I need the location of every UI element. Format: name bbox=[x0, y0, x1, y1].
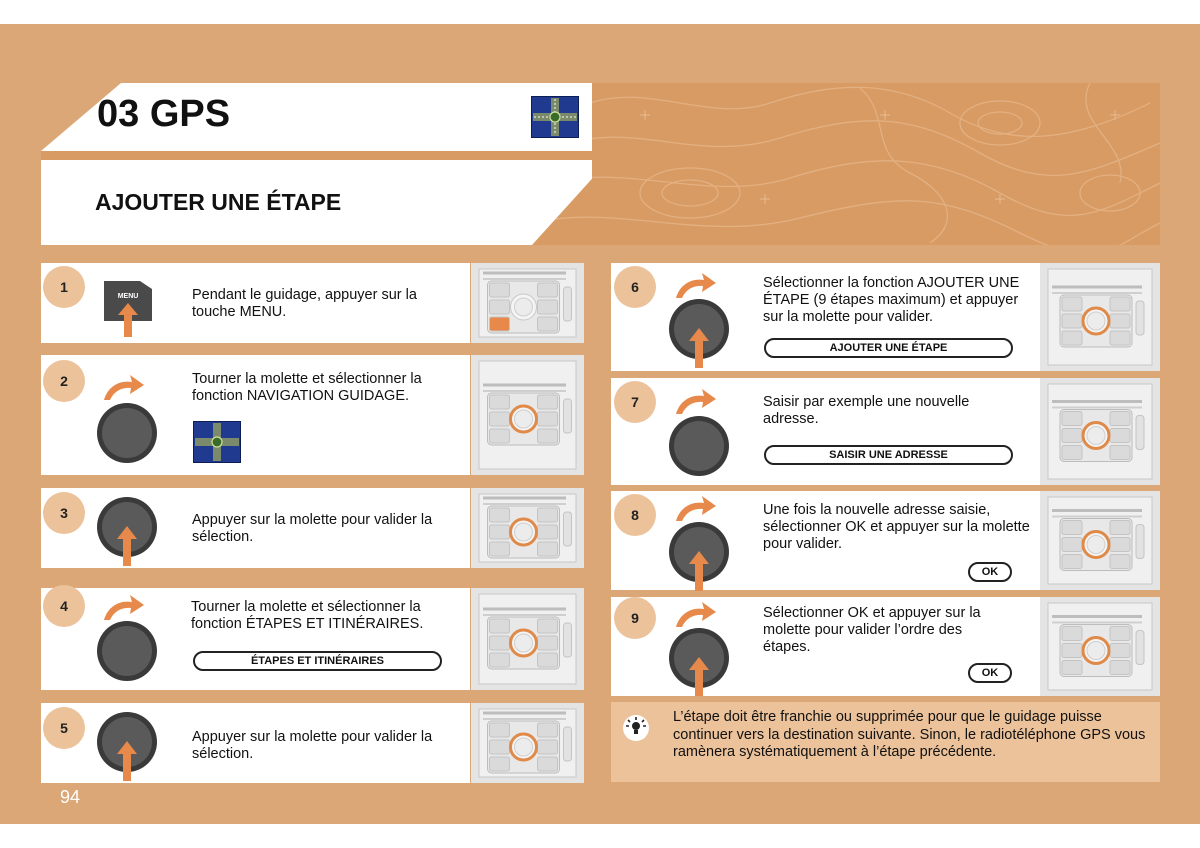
dial-knob-icon bbox=[668, 415, 730, 477]
radio-panel-icon bbox=[471, 588, 584, 690]
page-title: 03 GPS bbox=[97, 93, 231, 135]
press-knob-icon bbox=[668, 627, 730, 696]
rotate-arrow-icon bbox=[672, 599, 718, 629]
radio-panel-icon bbox=[1040, 597, 1160, 696]
radio-panel-icon bbox=[1040, 491, 1160, 590]
step-text: Pendant le guidage, appuyer sur la touche MENU. bbox=[192, 287, 417, 320]
press-knob-icon bbox=[96, 711, 158, 781]
step-text: Tourner la molette et sélectionner la fonction ÉTAPES ET ITINÉRAIRES. bbox=[191, 599, 424, 632]
step-number: 8 bbox=[614, 494, 656, 536]
step-text: Sélectionner OK et appuyer sur la molette pour valider l’ordre des étapes. bbox=[763, 605, 981, 655]
step-number: 6 bbox=[614, 266, 656, 308]
step-number: 7 bbox=[614, 381, 656, 423]
gps-navigation-icon bbox=[531, 96, 579, 138]
radio-panel-icon bbox=[471, 355, 584, 475]
step-number: 9 bbox=[614, 597, 656, 639]
press-knob-icon bbox=[668, 298, 730, 368]
header-stripe bbox=[41, 151, 592, 160]
rotate-arrow-icon bbox=[100, 372, 146, 402]
radio-panel-icon bbox=[471, 263, 584, 343]
menu-option-pill: SAISIR UNE ADRESSE bbox=[764, 445, 1013, 465]
dial-knob-icon bbox=[96, 402, 158, 464]
menu-key-icon bbox=[100, 275, 154, 337]
radio-panel-icon bbox=[471, 703, 584, 783]
lightbulb-icon bbox=[623, 715, 649, 741]
step-text: Tourner la molette et sélectionner la fonction NAVIGATION GUIDAGE. bbox=[192, 371, 422, 404]
press-knob-icon bbox=[668, 521, 730, 591]
press-knob-icon bbox=[96, 496, 158, 566]
ok-option-pill: OK bbox=[968, 663, 1012, 683]
rotate-arrow-icon bbox=[672, 270, 718, 300]
radio-panel-icon bbox=[1040, 378, 1160, 485]
ok-option-pill: OK bbox=[968, 562, 1012, 582]
page-number: 94 bbox=[60, 787, 81, 807]
rotate-arrow-icon bbox=[672, 493, 718, 523]
radio-panel-icon bbox=[471, 488, 584, 568]
topographic-map-decoration bbox=[530, 83, 1160, 245]
step-number: 2 bbox=[43, 360, 85, 402]
section-subtitle: AJOUTER UNE ÉTAPE bbox=[95, 189, 342, 215]
step-text: Sélectionner la fonction AJOUTER UNE ÉTAPE (9 étapes maximum) et appuyer sur la molette pour valider. bbox=[763, 275, 1020, 325]
menu-key-label: MENU bbox=[117, 293, 139, 300]
step-number: 3 bbox=[43, 492, 85, 534]
menu-option-pill: ÉTAPES ET ITINÉRAIRES bbox=[193, 651, 442, 671]
rotate-arrow-icon bbox=[100, 592, 146, 622]
rotate-arrow-icon bbox=[672, 386, 718, 416]
info-note-text: L’étape doit être franchie ou supprimée pour que le guidage puisse continuer vers la destination suivante. Sinon, le radiotéléphone GPS vous ramènera systématiquement à l’étape précédente. bbox=[673, 709, 1146, 760]
dial-knob-icon bbox=[96, 620, 158, 682]
step-text: Saisir par exemple une nouvelle adresse. bbox=[763, 394, 970, 427]
gps-navigation-icon bbox=[193, 421, 241, 463]
radio-panel-icon bbox=[1040, 263, 1160, 371]
step-number: 1 bbox=[43, 266, 85, 308]
step-number: 4 bbox=[43, 585, 85, 627]
step-text: Une fois la nouvelle adresse saisie, sélectionner OK et appuyer sur la molette pour valider. bbox=[763, 502, 1030, 552]
step-text: Appuyer sur la molette pour valider la sélection. bbox=[192, 729, 433, 762]
menu-option-pill: AJOUTER UNE ÉTAPE bbox=[764, 338, 1013, 358]
step-number: 5 bbox=[43, 707, 85, 749]
step-text: Appuyer sur la molette pour valider la sélection. bbox=[192, 512, 433, 545]
